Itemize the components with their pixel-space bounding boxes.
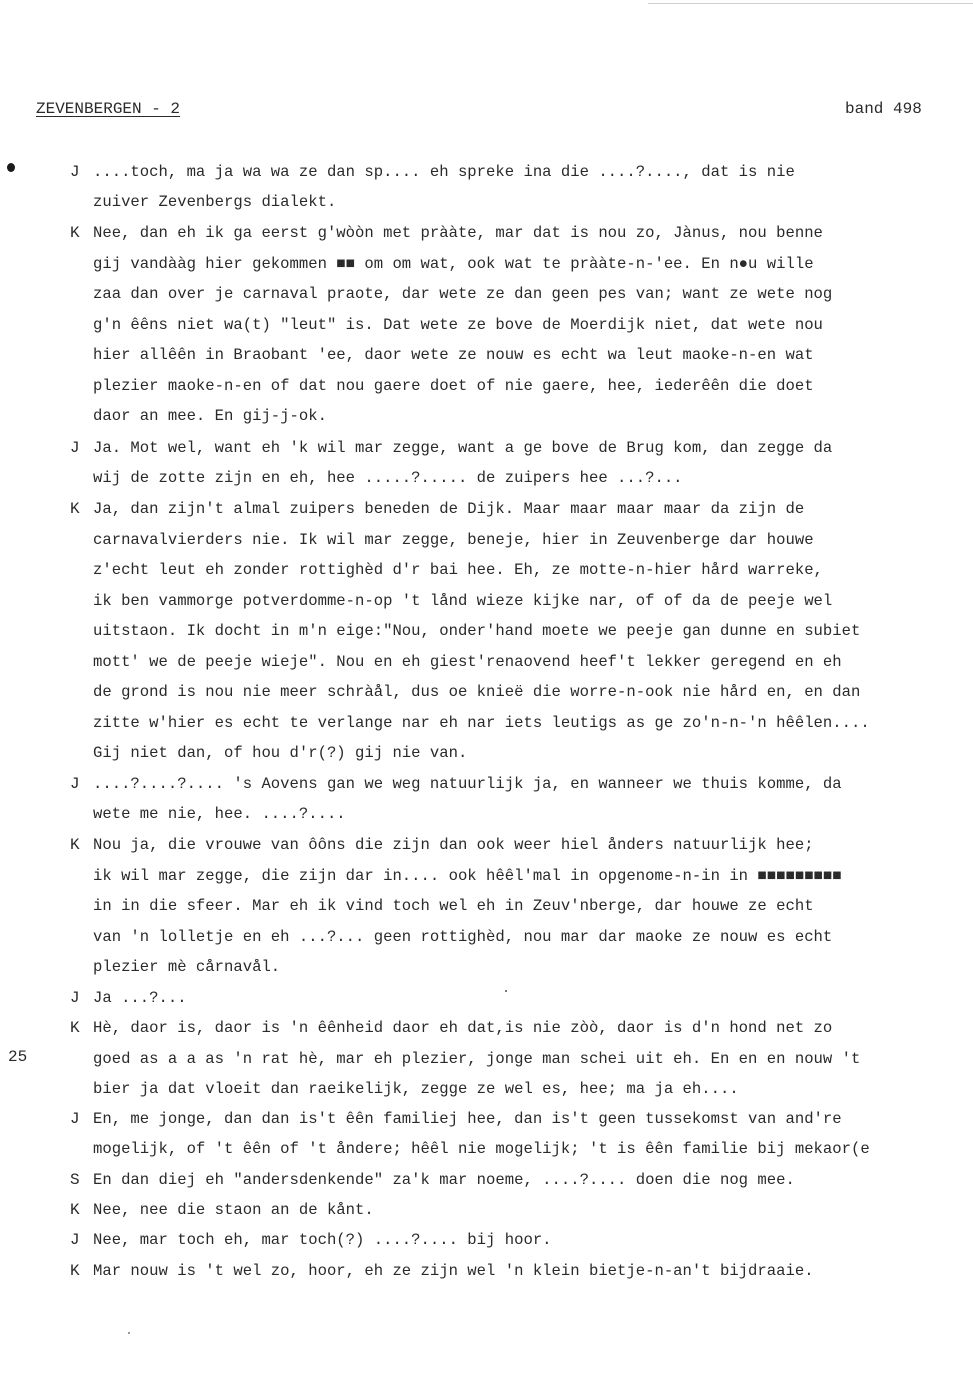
transcript-line: bier ja dat vloeit dan raeikelijk, zegge ze wel es, hee; ma ja eh.... (93, 1080, 739, 1098)
speaker-label: J (70, 439, 80, 457)
stray-mark (505, 990, 507, 992)
transcript-line: g'n êêns niet wa(t) "leut" is. Dat wete ze bove de Moerdijk niet, dat wete nou (93, 316, 823, 334)
transcript-line: ik ben vammorge potverdomme-n-op 't lånd wieze kijke nar, of of da de peeje wel (93, 592, 833, 610)
transcript-line: de grond is nou nie meer schràål, dus oe knieë die worre-n-ook nie hård en, en dan (93, 683, 861, 701)
transcript-line: Nee, mar toch eh, mar toch(?) ....?.... bij hoor. (93, 1231, 552, 1249)
transcript-line: zitte w'hier es echt te verlange nar eh nar iets leutigs as ge zo'n-n-'n hêêlen.... (93, 714, 870, 732)
transcript-line: ....toch, ma ja wa wa ze dan sp.... eh spreke ina die ....?...., dat is nie (93, 163, 795, 181)
transcript-line: Ja. Mot wel, want eh 'k wil mar zegge, want a ge bove de Brug kom, dan zegge da (93, 439, 833, 457)
transcript-line: Nee, nee die staon an de kånt. (93, 1201, 374, 1219)
speaker-label: K (70, 1262, 80, 1280)
transcript-line: plezier mè cårnavål. (93, 958, 281, 976)
speaker-label: J (70, 989, 80, 1007)
transcript-line: Hè, daor is, daor is 'n êênheid daor eh dat,is nie zòò, daor is d'n hond net zo (93, 1019, 833, 1037)
transcript-line: daor an mee. En gij-j-ok. (93, 407, 327, 425)
margin-bullet (7, 163, 15, 172)
transcript-line: mogelijk, of 't êên of 't åndere; hêêl nie mogelijk; 't is êên familie bij mekaor(e (93, 1140, 870, 1158)
speaker-label: K (70, 500, 80, 518)
transcript-line: Nee, dan eh ik ga eerst g'wòòn met prààte, mar dat is nou zo, Jànus, nou benne (93, 224, 823, 242)
speaker-label: K (70, 836, 80, 854)
speaker-label: J (70, 1110, 80, 1128)
speaker-label: K (70, 1201, 80, 1219)
top-rule (648, 3, 973, 4)
transcript-line: Ja ...?... (93, 989, 187, 1007)
transcript-line: wij de zotte zijn en eh, hee .....?..... de zuipers hee ...?... (93, 469, 683, 487)
transcript-line: plezier maoke-n-en of dat nou gaere doet of nie gaere, hee, iederêên die doet (93, 377, 814, 395)
transcript-line: Gij niet dan, of hou d'r(?) gij nie van. (93, 744, 468, 762)
speaker-label: J (70, 163, 80, 181)
transcript-line: Ja, dan zijn't almal zuipers beneden de Dijk. Maar maar maar maar da zijn de (93, 500, 805, 518)
transcript-line: wete me nie, hee. ....?.... (93, 805, 346, 823)
transcript-line: zuiver Zevenbergs dialekt. (93, 193, 337, 211)
page-number: 25 (8, 1048, 28, 1066)
speaker-label: S (70, 1171, 80, 1189)
band-number: band 498 (845, 100, 922, 118)
transcript-line: En, me jonge, dan dan is't êên familiej hee, dan is't geen tussekomst van and're (93, 1110, 842, 1128)
stray-mark (128, 1332, 130, 1334)
transcript-line: ik wil mar zegge, die zijn dar in.... ook hêêl'mal in opgenome-n-in in ■■■■■■■■■ (93, 867, 842, 885)
transcript-line: hier allêên in Braobant 'ee, daor wete ze nouw es echt wa leut maoke-n-en wat (93, 346, 814, 364)
transcript-line: zaa dan over je carnaval praote, dar wete ze dan geen pes van; want ze wete nog (93, 285, 833, 303)
transcript-line: van 'n lolletje en eh ...?... geen rottighèd, nou mar dar maoke ze nouw es echt (93, 928, 833, 946)
speaker-label: K (70, 1019, 80, 1037)
transcript-line: En dan diej eh "andersdenkende" za'k mar noeme, ....?.... doen die nog mee. (93, 1171, 795, 1189)
speaker-label: J (70, 775, 80, 793)
transcript-line: Mar nouw is 't wel zo, hoor, eh ze zijn wel 'n klein bietje-n-an't bijdraaie. (93, 1262, 814, 1280)
transcript-line: z'echt leut eh zonder rottighèd d'r bai hee. Eh, ze motte-n-hier hård warreke, (93, 561, 823, 579)
document-title: ZEVENBERGEN - 2 (36, 100, 181, 118)
speaker-label: J (70, 1231, 80, 1249)
transcript-line: in in die sfeer. Mar eh ik vind toch wel eh in Zeuv'nberge, dar houwe ze echt (93, 897, 814, 915)
transcript-line: mott' we de peeje wieje". Nou en eh giest'renaovend heef't lekker geregend en eh (93, 653, 842, 671)
transcript-line: carnavalvierders nie. Ik wil mar zegge, beneje, hier in Zeuvenberge dar houwe (93, 531, 814, 549)
transcript-line: uitstaon. Ik docht in m'n eige:"Nou, onder'hand moete we peeje gan dunne en subiet (93, 622, 861, 640)
speaker-label: K (70, 224, 80, 242)
transcript-line: goed as a a as 'n rat hè, mar eh plezier, jonge man schei uit eh. En en en nouw 't (93, 1050, 861, 1068)
transcript-line: Nou ja, die vrouwe van ôôns die zijn dan ook weer hiel ånders natuurlijk hee; (93, 836, 814, 854)
transcript-line: ....?....?.... 's Aovens gan we weg natuurlijk ja, en wanneer we thuis komme, da (93, 775, 842, 793)
transcript-line: gij vandààg hier gekommen ■■ om om wat, ook wat te prààte-n-'ee. En n●u wille (93, 255, 814, 273)
